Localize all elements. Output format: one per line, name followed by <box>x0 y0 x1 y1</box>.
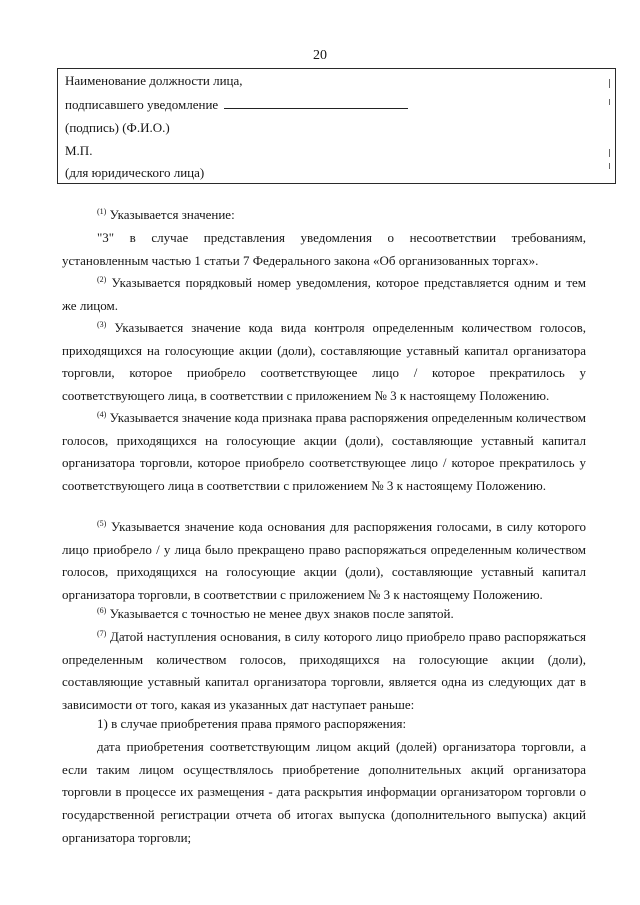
footnote-marker: (7) <box>97 629 107 638</box>
signer-notice-label: подписавшего уведомление <box>65 97 219 112</box>
footnote-marker: (6) <box>97 606 107 615</box>
footnote-marker: (1) <box>97 207 107 216</box>
edge-mark <box>609 79 610 88</box>
signature-blank-line <box>224 98 408 109</box>
footnote-6 <box>62 603 586 626</box>
footnote-paragraph <box>62 204 586 227</box>
footnote-marker: (5) <box>97 519 107 528</box>
signer-position-label: Наименование должности лица, <box>65 73 243 88</box>
footnote-1-value: "3" в случае представления уведомления о несоответствии требованиям, установленным частью 1 статьи 7 Федерального закона «Об организованных торгах». <box>62 230 586 268</box>
footnote-marker: (2) <box>97 275 107 284</box>
footnote-1 <box>62 204 586 227</box>
edge-mark <box>609 99 610 105</box>
footnote-3 <box>62 317 586 408</box>
footnote-text: Указывается с точностью не менее двух знаков после запятой. <box>109 606 454 621</box>
footnote-7-case-1-detail: дата приобретения соответствующим лицом акций (долей) организатора торговли, а если таким лицом осуществлялось приобретение дополнительных акций организатора торговли в процессе их размещения - дата раскрытия информации организатором торговли о государственной регистрации отчета об итогах выпуска (дополнительного выпуска) акций организатора торговли; <box>62 739 586 845</box>
footnote-text: Датой наступления основания, в силу которого лицо приобрело право распоряжаться определенным количеством голосов, приходящихся на голосующие акции (доли), составляющие уставный капитал организатора торговли, является одна из следующих дат в зависимости от того, какая из указанных дат наступает раньше: <box>62 629 587 713</box>
edge-mark <box>609 149 610 157</box>
footnote-text: Указывается значение кода вида контроля определенным количеством голосов, приходящихся на голосующие акции (доли), составляющие уставный капитал организатора торговли, которое приобрело соответствующее лицо / которое прекратилось у соответствующего лица, в соответствии с приложением № 3 к настоящему Положению. <box>62 320 587 404</box>
footnote-5 <box>62 516 586 607</box>
footnote-7-case-1: 1) в случае приобретения права прямого распоряжения: <box>97 716 407 731</box>
footnote-2 <box>62 272 586 317</box>
page-number: 20 <box>313 48 327 63</box>
edge-mark <box>609 163 610 169</box>
footnote-7 <box>62 626 586 717</box>
footnote-marker: (4) <box>97 410 107 419</box>
signature-block <box>57 68 616 184</box>
footnote-text: Указывается значение кода основания для распоряжения голосами, в силу которого лицо приобрело / у лица было прекращено право распоряжаться определенным количеством голосов, приходящихся на голосующие акции (доли), составляющие уставный капитал организатора торговли, в соответствии с приложением № 3 к настоящему Положению. <box>62 519 587 603</box>
legal-entity-note: (для юридического лица) <box>65 165 205 180</box>
footnote-text: Указывается значение: <box>109 207 235 222</box>
footnote-4 <box>62 407 586 498</box>
stamp-label: М.П. <box>65 143 93 158</box>
footnote-text: Указывается значение кода признака права распоряжения определенным количеством голосов, приходящихся на голосующие акции (доли), составляющие уставный капитал организатора торговли, которое приобрело соответствующее лицо / которое прекратилось у соответствующего лица в соответствии с приложением № 3 к настоящему Положению. <box>62 410 587 494</box>
footnote-text: Указывается порядковый номер уведомления, которое представляется одним и тем же лицом. <box>62 275 586 313</box>
signer-notice-line <box>65 97 408 113</box>
signature-name-label: (подпись) (Ф.И.О.) <box>65 120 170 135</box>
footnote-marker: (3) <box>97 320 107 329</box>
